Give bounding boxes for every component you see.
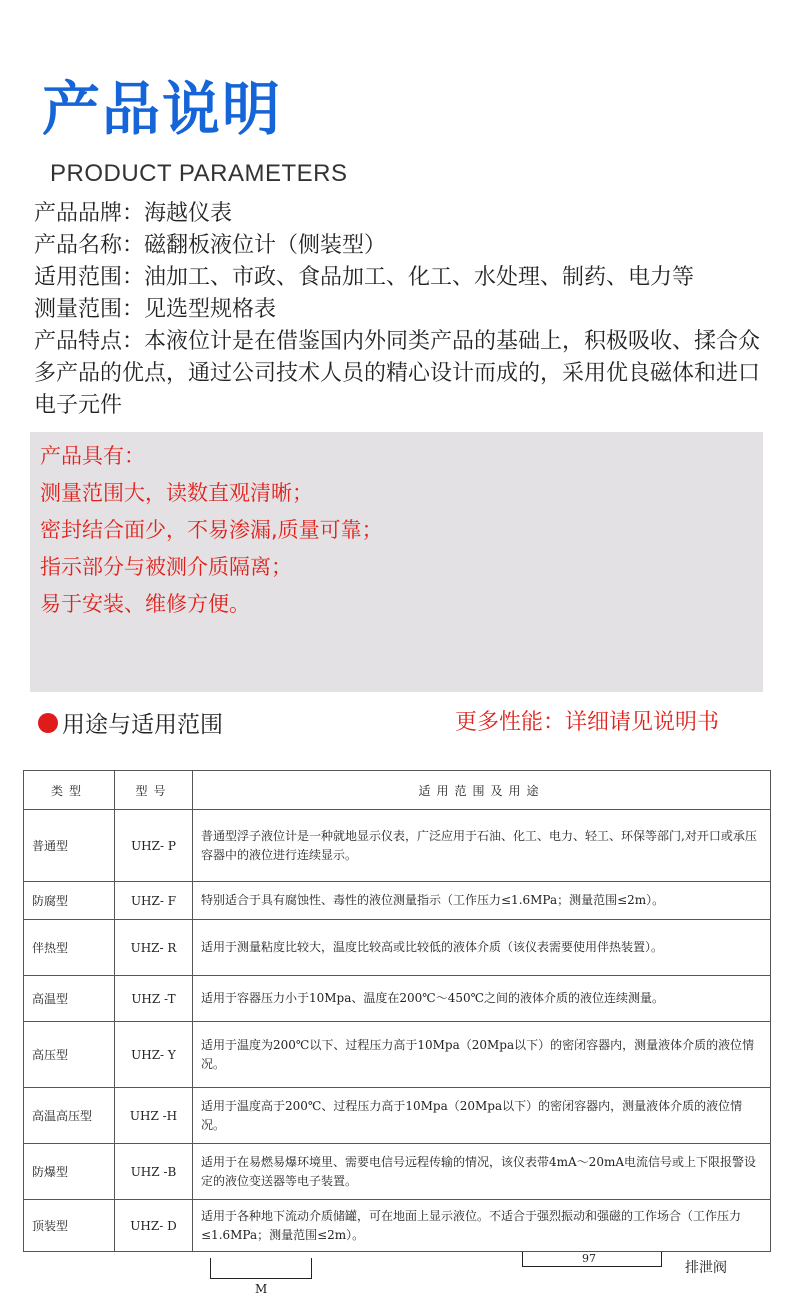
info-value: 见选型规格表: [144, 297, 277, 322]
page-title: 产品说明: [42, 75, 283, 143]
info-value: 油加工、市政、食品加工、化工、水处理、制药、电力等: [144, 265, 695, 290]
column-header-usage: 适用范围及用途: [193, 771, 771, 810]
info-label: 测量范围：: [34, 297, 145, 322]
cell-type: 伴热型: [24, 920, 115, 976]
features-box: [30, 432, 763, 692]
column-header-model: 型号: [115, 771, 193, 810]
info-label: 适用范围：: [34, 265, 145, 290]
feature-item: 密封结合面少，不易渗漏,质量可靠；: [40, 518, 383, 542]
section-heading: [38, 706, 223, 739]
cell-model: UHZ- D: [115, 1200, 193, 1252]
info-value: 磁翻板液位计（侧装型）: [144, 233, 387, 258]
cell-type: 高温型: [24, 976, 115, 1022]
info-scope: [34, 262, 790, 294]
section-label: 用途与适用范围: [62, 712, 223, 738]
cell-model: UHZ -H: [115, 1088, 193, 1144]
cell-type: 防腐型: [24, 882, 115, 920]
feature-item: 测量范围大，读数直观清晰；: [40, 481, 313, 505]
cell-desc: 适用于测量粘度比较大，温度比较高或比较低的液体介质（该仪表需要使用伴热装置）。: [193, 920, 771, 976]
info-label: 产品名称：: [34, 233, 145, 258]
cell-desc: 普通型浮子液位计是一种就地显示仪表，广泛应用于石油、化工、电力、轻工、环保等部门,对开口或承压容器中的液位进行连续显示。: [193, 810, 771, 882]
cell-model: UHZ- Y: [115, 1022, 193, 1088]
table-row: [24, 882, 771, 920]
drain-valve-label: 排泄阀: [685, 1260, 727, 1276]
table-header-row: [24, 771, 771, 810]
table-row: [24, 1088, 771, 1144]
cell-model: UHZ -T: [115, 976, 193, 1022]
cell-desc: 适用于在易燃易爆环境里、需要电信号远程传输的情况，该仪表带4mA～20mA电流信号或上下限报警设定的液位变送器等电子装置。: [193, 1144, 771, 1200]
info-name: [34, 230, 790, 262]
cell-desc: 适用于温度高于200℃、过程压力高于10Mpa（20Mpa以下）的密闭容器内，测量液体介质的液位情况。: [193, 1088, 771, 1144]
cell-model: UHZ- P: [115, 810, 193, 882]
features-heading: 产品具有：: [40, 444, 145, 468]
table-row: [24, 1144, 771, 1200]
product-info: [34, 198, 790, 422]
info-label: 产品品牌：: [34, 201, 145, 226]
column-header-type: 类型: [24, 771, 115, 810]
dimension-label-m: M: [255, 1282, 268, 1296]
cell-model: UHZ -B: [115, 1144, 193, 1200]
cell-desc: 适用于容器压力小于10Mpa、温度在200℃～450℃之间的液体介质的液位连续测量。: [193, 976, 771, 1022]
info-value: 本液位计是在借鉴国内外同类产品的基础上，积极吸收、揉合众多产品的优点，通过公司技术人员的精心设计而成的，采用优良磁体和进口电子元件: [34, 329, 761, 418]
dimension-label-97: 97: [582, 1252, 596, 1265]
cell-desc: 适用于温度为200℃以下、过程压力高于10Mpa（20Mpa以下）的密闭容器内，测量液体介质的液位情况。: [193, 1022, 771, 1088]
info-value: 海越仪表: [144, 201, 233, 226]
cell-desc: 适用于各种地下流动介质储罐，可在地面上显示液位。不适合于强烈振动和强磁的工作场合（工作压力≤1.6MPa；测量范围≤2m）。: [193, 1200, 771, 1252]
dimension-bracket-left: [210, 1258, 312, 1279]
cell-model: UHZ- F: [115, 882, 193, 920]
more-info-link: 更多性能：详细请见说明书: [455, 710, 720, 735]
feature-item: 易于安装、维修方便。: [40, 592, 250, 616]
cell-type: 普通型: [24, 810, 115, 882]
info-brand: [34, 198, 790, 230]
spec-table: [23, 770, 771, 1252]
bullet-dot-icon: [38, 713, 58, 733]
info-range: [34, 294, 790, 326]
cell-type: 顶装型: [24, 1200, 115, 1252]
feature-item: 指示部分与被测介质隔离；: [40, 555, 292, 579]
cell-model: UHZ- R: [115, 920, 193, 976]
table-row: [24, 976, 771, 1022]
cell-type: 高温高压型: [24, 1088, 115, 1144]
table-row: [24, 1022, 771, 1088]
info-label: 产品特点：: [34, 329, 145, 354]
cell-desc: 特别适合于具有腐蚀性、毒性的液位测量指示（工作压力≤1.6MPa；测量范围≤2m）。: [193, 882, 771, 920]
cell-type: 防爆型: [24, 1144, 115, 1200]
table-row: [24, 920, 771, 976]
info-features: [34, 326, 769, 422]
page-subtitle: PRODUCT PARAMETERS: [50, 160, 348, 187]
cell-type: 高压型: [24, 1022, 115, 1088]
table-row: [24, 810, 771, 882]
table-row: [24, 1200, 771, 1252]
